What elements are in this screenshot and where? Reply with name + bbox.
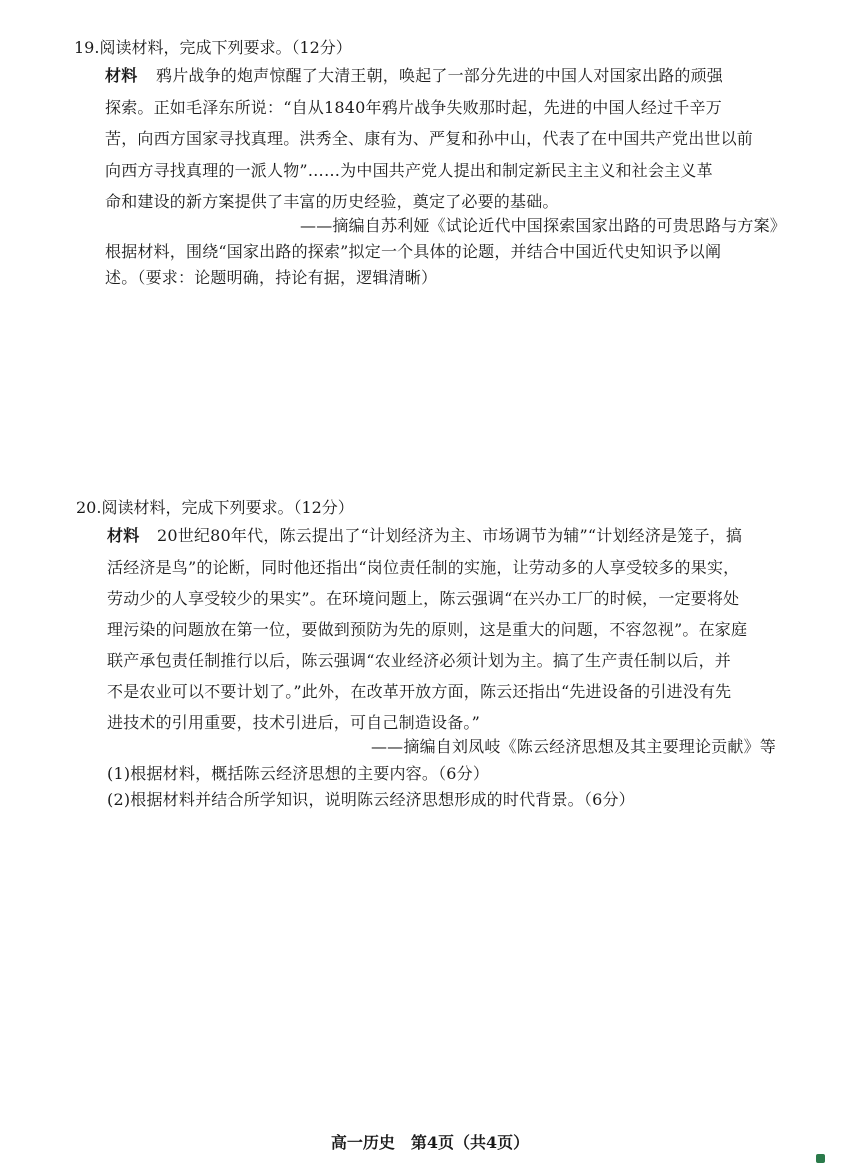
q19-task-line-2: 述。（要求：论题明确，持论有据，逻辑清晰） xyxy=(105,268,438,287)
q20-material-label: 材料 xyxy=(107,526,140,545)
q20-line-5: 联产承包责任制推行以后，陈云强调“农业经济必须计划为主。搞了生产责任制以后，并 xyxy=(107,651,731,670)
q20-line-3: 劳动少的人享受较少的果实”。在环境问题上，陈云强调“在兴办工厂的时候，一定要将处 xyxy=(107,589,740,608)
q19-line-4: 向西方寻找真理的一派人物”……为中国共产党人提出和制定新民主主义和社会主义革 xyxy=(105,161,713,180)
q20-line-6: 不是农业可以不要计划了。”此外，在改革开放方面，陈云还指出“先进设备的引进没有先 xyxy=(107,682,732,701)
q20-line-1: 20世纪80年代，陈云提出了“计划经济为主、市场调节为辅”“计划经济是笼子，搞 xyxy=(157,526,743,545)
q20-subquestion-1: (1)根据材料，概括陈云经济思想的主要内容。（6分） xyxy=(107,764,490,783)
page-footer: 高一历史 第4页（共4页） xyxy=(330,1133,530,1152)
scanner-logo-icon xyxy=(816,1148,856,1164)
q20-header: 20.阅读材料，完成下列要求。（12分） xyxy=(76,498,354,517)
q19-source: ——摘编自苏利娅《试论近代中国探索国家出路的可贵思路与方案》 xyxy=(300,216,787,235)
q19-material-label: 材料 xyxy=(105,66,138,85)
q19-line-3: 苦，向西方国家寻找真理。洪秀全、康有为、严复和孙中山，代表了在中国共产党出世以前 xyxy=(105,129,754,148)
q20-line-2: 活经济是鸟”的论断，同时他还指出“岗位责任制的实施，让劳动多的人享受较多的果实， xyxy=(107,558,740,577)
q19-task-line-1: 根据材料，围绕“国家出路的探索”拟定一个具体的论题，并结合中国近代史知识予以阐 xyxy=(105,242,722,261)
q19-header: 19.阅读材料，完成下列要求。（12分） xyxy=(74,38,352,57)
q19-line-5: 命和建设的新方案提供了丰富的历史经验，奠定了必要的基础。 xyxy=(105,192,559,211)
scanner-badge-icon xyxy=(816,1154,825,1163)
q20-source: ——摘编自刘凤岐《陈云经济思想及其主要理论贡献》等 xyxy=(370,737,776,756)
q20-line-7: 进技术的引用重要，技术引进后，可自己制造设备。” xyxy=(107,713,480,732)
q20-subquestion-2: (2)根据材料并结合所学知识，说明陈云经济思想形成的时代背景。（6分） xyxy=(107,790,635,809)
q20-line-4: 理污染的问题放在第一位，要做到预防为先的原则，这是重大的问题，不容忽视”。在家庭 xyxy=(107,620,748,639)
q19-line-1: 鸦片战争的炮声惊醒了大清王朝，唤起了一部分先进的中国人对国家出路的顽强 xyxy=(156,66,724,85)
q19-line-2: 探索。正如毛泽东所说：“自从1840年鸦片战争失败那时起，先进的中国人经过千辛万 xyxy=(105,98,722,117)
